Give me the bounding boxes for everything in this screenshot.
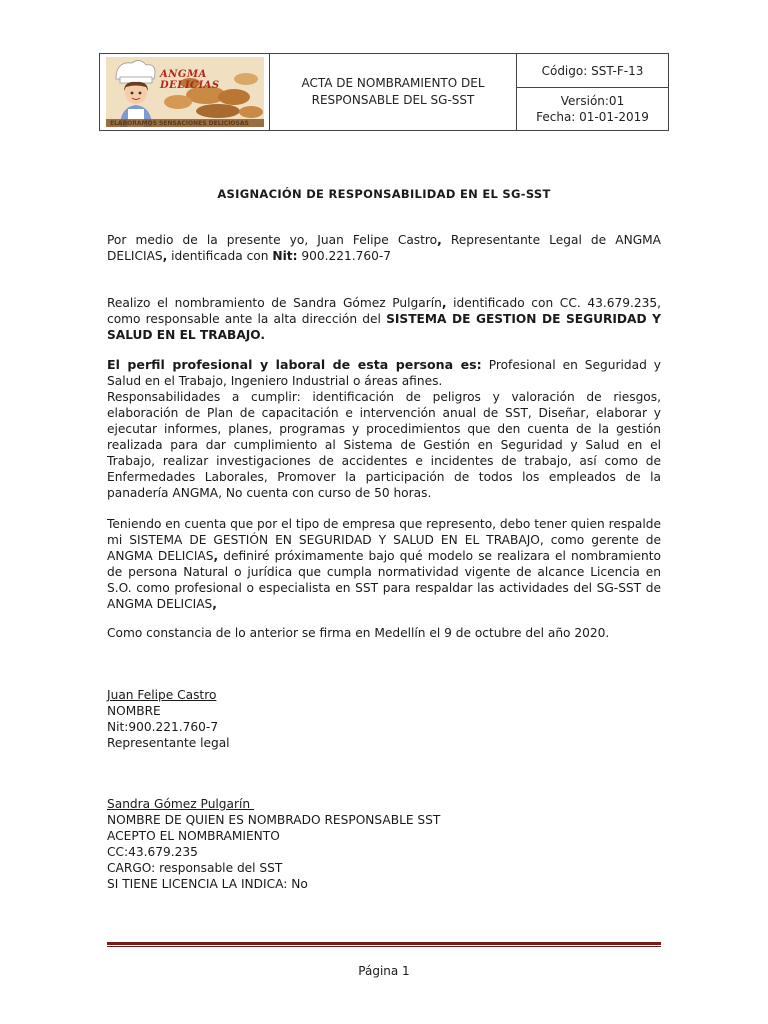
signature-block-legal-rep	[107, 687, 661, 751]
logo-tagline: ELABORAMOS SENSACIONES DELICIOSAS	[110, 120, 249, 127]
signature-line: ACEPTO EL NOMBRAMIENTO	[107, 829, 280, 843]
logo-brand-text: ANGMA DELICIAS	[160, 69, 220, 91]
section-heading: ASIGNACIÓN DE RESPONSABILIDAD EN EL SG-SST	[217, 187, 551, 201]
document-title-line1: ACTA DE NOMBRAMIENTO DEL	[301, 76, 485, 90]
logo-cell	[100, 54, 270, 130]
signature-name: Juan Felipe Castro	[107, 688, 217, 702]
document-version: Versión:01	[560, 94, 625, 108]
paragraph-closing: Como constancia de lo anterior se firma en Medellín el 9 de octubre del año 2020.	[107, 626, 610, 640]
signature-line: SI TIENE LICENCIA LA INDICA: No	[107, 877, 308, 891]
document-date: Fecha: 01-01-2019	[536, 110, 649, 124]
paragraph-appointment: Realizo el nombramiento de Sandra Gómez Pulgarín, identificado con CC. 43.679.235, como responsable ante la alta dirección del SISTEMA DE GESTION DE SEGURIDAD Y SALUD EN EL TRABAJO.	[107, 296, 661, 342]
document-code: Código: SST-F-13	[517, 54, 668, 88]
signature-name: Sandra Gómez Pulgarín	[107, 797, 255, 811]
version-cell	[517, 88, 668, 130]
document-title-line2: RESPONSABLE DEL SG-SST	[311, 93, 475, 107]
signature-line: CARGO: responsable del SST	[107, 861, 283, 875]
document-header-table	[99, 53, 669, 131]
paragraph-considerations: Teniendo en cuenta que por el tipo de empresa que represento, debo tener quien respalde mi SISTEMA DE GESTIÓN EN SEGURIDAD Y SALUD EN EL TRABAJO, como gerente de ANGMA DELICIAS, definiré próximamente bajo qué modelo se realizara el nombramiento de persona Natural o jurídica que cumpla normatividad vigente de alcance Licencia en S.O. como profesional o especialista en SST para respaldar las actividades del SG-SST de ANGMA DELICIAS,	[107, 517, 662, 611]
footer-rule	[107, 942, 661, 945]
signature-line: Nit:900.221.760-7	[107, 720, 219, 734]
company-logo	[106, 57, 264, 127]
paragraph-presentation: Por medio de la presente yo, Juan Felipe Castro, Representante Legal de ANGMA DELICIAS, identificada con Nit: 900.221.760-7	[107, 233, 661, 263]
baker-illustration	[106, 57, 264, 127]
signature-line: CC:43.679.235	[107, 845, 198, 859]
paragraph-profile: El perfil profesional y laboral de esta persona es: Profesional en Seguridad y Salud en el Trabajo, Ingeniero Industrial o áreas afines. Responsabilidades a cumplir: identificación de peligros y valoración de riesgos, elaboración de Plan de capacitación e intervención anual de SST, Diseñar, elaborar y ejecutar informes, planes, programas y procedimientos que den cuenta de la gestión realizada para dar cumplimiento al Sistema de Gestión en Seguridad y Salud en el Trabajo, realizar investigaciones de accidentes e incidentes de trabajo, así como de Enfermedades Laborales, Promover la participación de todos los empleados de la panadería ANGMA, No cuenta con curso de 50 horas.	[107, 357, 662, 500]
document-title-cell	[270, 54, 517, 130]
signature-block-responsible	[107, 796, 661, 892]
signature-line: NOMBRE	[107, 704, 161, 718]
signature-line: Representante legal	[107, 736, 230, 750]
signature-line: NOMBRE DE QUIEN ES NOMBRADO RESPONSABLE SST	[107, 813, 441, 827]
page-number: Página 1	[358, 964, 410, 978]
footer-rule-thin	[107, 946, 661, 947]
